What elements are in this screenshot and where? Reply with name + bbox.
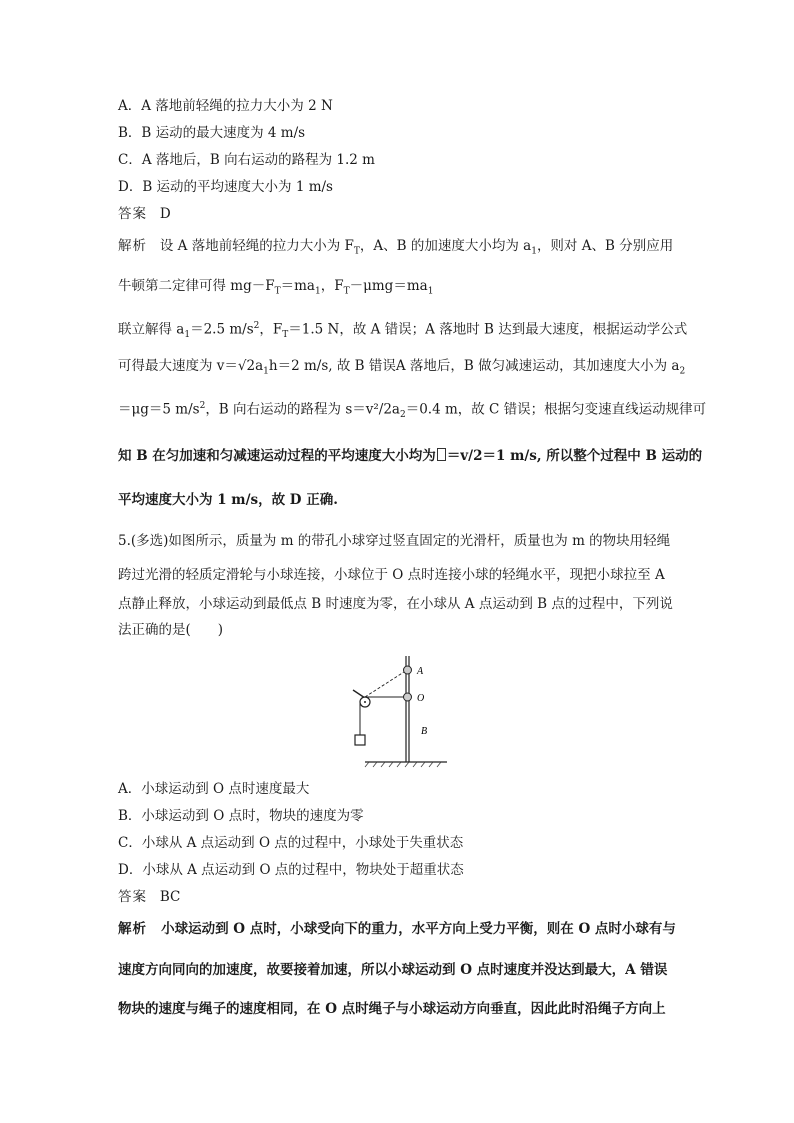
q4-analysis-text: ，A、B 的加速度大小均为 a bbox=[359, 238, 532, 254]
q4-analysis-text: 牛顿第二定律可得 mg－F bbox=[118, 278, 275, 294]
label-o: O bbox=[417, 693, 425, 704]
q4-analysis-line-4: 可得最大速度为 $v=√2a_1h=2$ m/s, 故 B 错误A 落地后，B 做匀减速运动，其加速度大小为 $a_2$ bbox=[118, 358, 686, 377]
q4-analysis-text: －μmg＝ma bbox=[349, 278, 428, 294]
pulley-rod-figure bbox=[345, 652, 455, 772]
q4-analysis-line-5: ＝μg＝5 $m/s^2$，B 向右运动的路程为 $s=v^2/2a_2=0.4$ m，故 C 错误；根据匀变速直线运动规律可 bbox=[118, 401, 707, 421]
q4-option-b: B．B 运动的最大速度为 4 m/s bbox=[118, 125, 306, 141]
q5-answer-label: 答案 bbox=[118, 889, 147, 905]
q4-analysis-text: ，F bbox=[259, 321, 283, 338]
q4-analysis-line-2: 牛顿第二定律可得 $mg-F_T=ma_1$，$F_T-\mu mg=ma_1$ bbox=[118, 278, 434, 297]
ball-at-a-icon bbox=[404, 666, 412, 674]
q5-option-c: C．小球从 A 点运动到 O 点的过程中，小球处于失重状态 bbox=[118, 835, 464, 851]
ground-hatch bbox=[365, 762, 441, 767]
pulley-axle bbox=[364, 701, 366, 703]
ball-at-o-icon bbox=[404, 693, 412, 701]
q4-option-a: A．A 落地前轻绳的拉力大小为 2 N bbox=[118, 98, 333, 114]
q4-analysis-text: ＝2.5 m/s bbox=[190, 321, 254, 338]
q4-analysis-text: 知 B 在匀加速和匀减速运动过程的平均速度大小均为 bbox=[118, 448, 436, 464]
q4-analysis-text: 设 A 落地前轻绳的拉力大小为 F bbox=[159, 238, 354, 254]
block-icon bbox=[355, 735, 365, 745]
q4-analysis-line-1: 解析 设 A 落地前轻绳的拉力大小为 $F_T$，A、B 的加速度大小均为 $a_1$，则对 A、B 分别应用 bbox=[118, 238, 674, 257]
q4-analysis-line-6 bbox=[118, 446, 702, 466]
q4-analysis-text: 联立解得 a bbox=[118, 321, 185, 338]
label-b: B bbox=[421, 726, 428, 737]
q4-answer-label: 答案 bbox=[118, 206, 147, 222]
q5-answer bbox=[118, 887, 180, 907]
q4-analysis-label: 解析 bbox=[118, 238, 147, 254]
q4-analysis-text: ＝1.5 N，故 A 错误；A 落地时 B 达到最大速度，根据运动学公式 bbox=[288, 321, 688, 338]
q5-option-d: D．小球从 A 点运动到 O 点的过程中，物块处于超重状态 bbox=[118, 862, 464, 878]
q5-stem-line-4: 法正确的是( ) bbox=[118, 622, 224, 638]
q4-analysis-line-3: 联立解得 $a_1=2.5$ $m/s^2$，$F_T=1.5$ N，故 A 错误；A 落地时 B 达到最大速度，根据运动学公式 bbox=[118, 321, 688, 341]
q4-option-d: D．B 运动的平均速度大小为 1 m/s bbox=[118, 179, 333, 195]
q4-analysis-text: ＝v/2＝1 m/s, 所以整个过程中 B 运动的 bbox=[446, 448, 703, 464]
q4-answer-value: D bbox=[159, 206, 171, 222]
q5-analysis-line-1 bbox=[118, 919, 676, 939]
q4-analysis-text: 可得最大速度为 v＝√2a bbox=[118, 358, 264, 374]
q4-analysis-text: ，则对 A、B 分别应用 bbox=[536, 238, 674, 254]
rope-dashed-to-a bbox=[365, 670, 407, 697]
q4-answer bbox=[118, 204, 171, 224]
q5-stem-line-1: 5.(多选)如图所示，质量为 m 的带孔小球穿过竖直固定的光滑杆，质量也为 m 的物块用轻绳 bbox=[118, 533, 671, 549]
q5-stem-line-2: 跨过光滑的轻质定滑轮与小球连接，小球位于 O 点时连接小球的轻绳水平，现把小球拉至 A bbox=[118, 567, 665, 583]
placeholder-box-icon bbox=[437, 448, 446, 461]
q5-stem-line-3: 点静止释放，小球运动到最低点 B 时速度为零，在小球从 A 点运动到 B 点的过程中，下列说 bbox=[118, 596, 673, 612]
q5-analysis-line-3: 物块的速度与绳子的速度相同，在 O 点时绳子与小球运动方向垂直，因此此时沿绳子方向上 bbox=[118, 1001, 666, 1017]
q5-analysis-text: 小球运动到 O 点时，小球受向下的重力，水平方向上受力平衡，则在 O 点时小球有与 bbox=[161, 921, 676, 937]
q5-option-b: B．小球运动到 O 点时，物块的速度为零 bbox=[118, 808, 364, 824]
q4-analysis-text: ，B 向右运动的路程为 s＝v²/2a bbox=[205, 401, 400, 418]
q5-analysis-line-2: 速度方向同向的加速度，故要接着加速，所以小球运动到 O 点时速度并没达到最大，A 错误 bbox=[118, 962, 668, 978]
q5-answer-value: BC bbox=[159, 889, 181, 905]
q5-option-a: A．小球运动到 O 点时速度最大 bbox=[118, 781, 310, 797]
q4-analysis-text: ＝0.4 m，故 C 错误；根据匀变速直线运动规律可 bbox=[405, 401, 707, 418]
label-a: A bbox=[417, 666, 424, 677]
q4-analysis-text: h＝2 m/s, 故 B 错误A 落地后，B 做匀减速运动，其加速度大小为 a bbox=[268, 358, 680, 374]
q4-analysis-text: ＝ma bbox=[280, 278, 315, 294]
q4-option-c: C．A 落地后，B 向右运动的路程为 1.2 m bbox=[118, 152, 375, 168]
q4-analysis-text: ＝μg＝5 m/s bbox=[118, 401, 200, 418]
q4-analysis-line-7: 平均速度大小为 1 m/s，故 D 正确. bbox=[118, 492, 338, 508]
q5-analysis-label: 解析 bbox=[118, 921, 147, 937]
q4-analysis-text: ，F bbox=[320, 278, 344, 294]
